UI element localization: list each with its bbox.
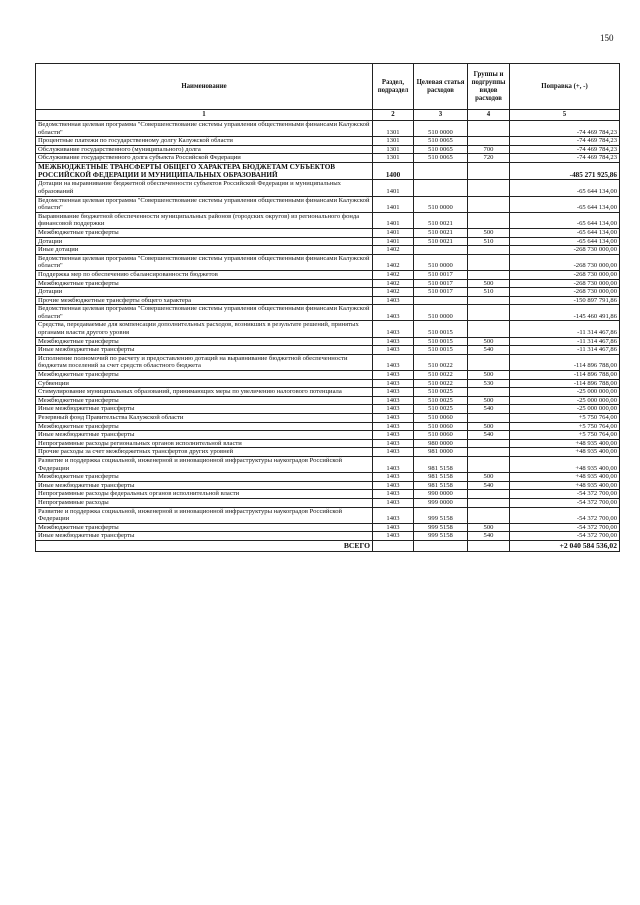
row-target: 510 0060: [414, 414, 468, 423]
row-amount: +5 750 764,00: [510, 422, 620, 431]
table-header-row: [36, 64, 620, 110]
row-section: 1403: [373, 507, 414, 523]
row-group: [468, 354, 510, 370]
table-row: [36, 371, 620, 380]
table-body: [36, 121, 620, 541]
row-target: [414, 180, 468, 196]
row-target: 510 0021: [414, 237, 468, 246]
row-amount: +5 750 764,00: [510, 431, 620, 440]
row-amount: -65 644 134,00: [510, 228, 620, 237]
row-amount: -54 372 700,00: [510, 490, 620, 499]
row-group: 500: [468, 228, 510, 237]
row-target: [414, 296, 468, 305]
row-section: 1301: [373, 137, 414, 146]
col-number: 4: [468, 110, 510, 121]
table-row: [36, 523, 620, 532]
col-number: 3: [414, 110, 468, 121]
row-target: 510 0065: [414, 137, 468, 146]
row-amount: +48 935 400,00: [510, 439, 620, 448]
row-amount: -25 000 000,00: [510, 396, 620, 405]
row-target: 990 0000: [414, 490, 468, 499]
row-amount: +48 935 400,00: [510, 473, 620, 482]
row-group: [468, 196, 510, 212]
row-amount: -485 271 925,86: [510, 162, 620, 179]
row-name: Ведомственная целевая программа "Совершенствование системы управления общественными финансами Калужской области": [36, 196, 373, 212]
row-section: 1402: [373, 254, 414, 270]
row-group: 720: [468, 154, 510, 163]
row-target: 510 0015: [414, 337, 468, 346]
row-target: 510 0017: [414, 288, 468, 297]
row-target: 510 0060: [414, 431, 468, 440]
row-section: 1301: [373, 145, 414, 154]
table-row: [36, 321, 620, 337]
row-amount: -54 372 700,00: [510, 498, 620, 507]
row-name: Межбюджетные трансферты: [36, 371, 373, 380]
table-row: [36, 279, 620, 288]
table-row: [36, 162, 620, 179]
table-row: [36, 473, 620, 482]
table-row: [36, 288, 620, 297]
row-group: [468, 507, 510, 523]
row-group: 530: [468, 379, 510, 388]
row-target: 999 0000: [414, 498, 468, 507]
row-section: 1403: [373, 532, 414, 541]
table-row: [36, 246, 620, 255]
row-name: Межбюджетные трансферты: [36, 337, 373, 346]
table-row: [36, 137, 620, 146]
row-target: 999 5158: [414, 523, 468, 532]
row-name: Межбюджетные трансферты: [36, 422, 373, 431]
row-target: 510 0000: [414, 254, 468, 270]
table-row: [36, 337, 620, 346]
table-row: [36, 448, 620, 457]
row-section: 1401: [373, 228, 414, 237]
row-group: [468, 180, 510, 196]
row-name: Дотации: [36, 237, 373, 246]
row-amount: -74 469 784,23: [510, 145, 620, 154]
row-section: 1403: [373, 305, 414, 321]
row-group: [468, 388, 510, 397]
row-amount: -114 896 788,00: [510, 371, 620, 380]
row-group: 540: [468, 405, 510, 414]
table-row: [36, 354, 620, 370]
table-row: [36, 481, 620, 490]
row-section: 1301: [373, 121, 414, 137]
row-section: 1401: [373, 212, 414, 228]
row-section: 1403: [373, 523, 414, 532]
row-amount: -11 314 467,86: [510, 337, 620, 346]
header-name: Наименование: [36, 64, 373, 110]
header-target: Целевая статья расходов: [414, 64, 468, 110]
row-name: Межбюджетные трансферты: [36, 279, 373, 288]
row-group: 540: [468, 431, 510, 440]
row-amount: -54 372 700,00: [510, 532, 620, 541]
row-name: Иные межбюджетные трансферты: [36, 346, 373, 355]
row-target: [414, 162, 468, 179]
row-group: [468, 490, 510, 499]
row-section: 1403: [373, 337, 414, 346]
row-name: Межбюджетные трансферты: [36, 523, 373, 532]
row-section: 1403: [373, 414, 414, 423]
row-target: 981 0000: [414, 448, 468, 457]
row-section: 1400: [373, 162, 414, 179]
row-amount: -11 314 467,86: [510, 346, 620, 355]
row-group: [468, 414, 510, 423]
row-target: 510 0000: [414, 121, 468, 137]
budget-amendment-table: [35, 63, 620, 552]
header-groups: Группы и подгруппы видов расходов: [468, 64, 510, 110]
row-name: Прочие расходы за счет межбюджетных трансфертов других уровней: [36, 448, 373, 457]
row-name: Развитие и поддержка социальной, инженерной и инновационной инфраструктуры наукоградов Российской Федерации: [36, 507, 373, 523]
row-name: Обслуживание государственного (муниципального) долга: [36, 145, 373, 154]
row-name: Выравнивание бюджетной обеспеченности муниципальных районов (городских округов) из регионального фонда финансовой поддержки: [36, 212, 373, 228]
row-name: Средства, передаваемые для компенсации дополнительных расходов, возникших в результате решений, принятых органами власти другого уровня: [36, 321, 373, 337]
row-amount: -65 644 134,00: [510, 196, 620, 212]
table-row: [36, 498, 620, 507]
row-amount: -268 730 000,00: [510, 288, 620, 297]
row-amount: -54 372 700,00: [510, 523, 620, 532]
row-section: 1403: [373, 473, 414, 482]
row-target: 510 0015: [414, 346, 468, 355]
row-name: Процентные платежи по государственному долгу Калужской области: [36, 137, 373, 146]
row-target: 510 0022: [414, 379, 468, 388]
row-section: 1401: [373, 196, 414, 212]
row-group: 510: [468, 237, 510, 246]
row-section: 1402: [373, 288, 414, 297]
table-row: [36, 228, 620, 237]
row-section: 1403: [373, 456, 414, 472]
row-name: Ведомственная целевая программа "Совершенствование системы управления общественными финансами Калужской области": [36, 305, 373, 321]
row-name: Межбюджетные трансферты: [36, 473, 373, 482]
row-name: Дотации на выравнивание бюджетной обеспеченности субъектов Российской Федерации и муниципальных образований: [36, 180, 373, 196]
row-target: 510 0021: [414, 228, 468, 237]
row-group: 500: [468, 422, 510, 431]
table-row: [36, 456, 620, 472]
row-section: 1403: [373, 405, 414, 414]
row-group: 500: [468, 371, 510, 380]
row-name: Межбюджетные трансферты: [36, 228, 373, 237]
row-amount: -145 460 491,86: [510, 305, 620, 321]
table-row: [36, 145, 620, 154]
total-amount: +2 040 584 536,02: [510, 540, 620, 551]
total-row: [36, 540, 620, 551]
row-amount: -65 644 134,00: [510, 180, 620, 196]
table-row: [36, 396, 620, 405]
row-amount: -268 730 000,00: [510, 270, 620, 279]
row-target: 510 0015: [414, 321, 468, 337]
table-row: [36, 346, 620, 355]
row-section: 1401: [373, 180, 414, 196]
row-group: [468, 498, 510, 507]
row-name: Ведомственная целевая программа "Совершенствование системы управления общественными финансами Калужской области": [36, 121, 373, 137]
row-name: Ведомственная целевая программа "Совершенствование системы управления общественными финансами Калужской области": [36, 254, 373, 270]
row-name: Иные межбюджетные трансферты: [36, 405, 373, 414]
total-empty-cell: [468, 540, 510, 551]
table-row: [36, 196, 620, 212]
table-row: [36, 422, 620, 431]
col-number: 2: [373, 110, 414, 121]
row-target: 510 0017: [414, 279, 468, 288]
row-target: 510 0022: [414, 371, 468, 380]
row-target: 980 0000: [414, 439, 468, 448]
row-group: [468, 439, 510, 448]
table-row: [36, 254, 620, 270]
row-amount: -150 897 791,86: [510, 296, 620, 305]
total-empty-cell: [373, 540, 414, 551]
row-section: 1403: [373, 388, 414, 397]
row-target: 999 5158: [414, 532, 468, 541]
row-group: [468, 448, 510, 457]
row-name: Иные межбюджетные трансферты: [36, 481, 373, 490]
row-target: 510 0000: [414, 305, 468, 321]
row-group: 510: [468, 288, 510, 297]
row-group: 540: [468, 532, 510, 541]
row-group: [468, 321, 510, 337]
row-name: Иные дотации: [36, 246, 373, 255]
table-row: [36, 154, 620, 163]
row-name: Межбюджетные трансферты: [36, 396, 373, 405]
row-section: 1403: [373, 481, 414, 490]
row-group: 700: [468, 145, 510, 154]
table-row: [36, 490, 620, 499]
row-group: [468, 246, 510, 255]
row-name: Развитие и поддержка социальной, инженерной и инновационной инфраструктуры наукоградов Российской Федерации: [36, 456, 373, 472]
row-amount: -65 644 134,00: [510, 212, 620, 228]
row-name: Субвенции: [36, 379, 373, 388]
row-amount: -114 896 788,00: [510, 354, 620, 370]
row-amount: -11 314 467,86: [510, 321, 620, 337]
row-name: Резервный фонд Правительства Калужской области: [36, 414, 373, 423]
row-name: МЕЖБЮДЖЕТНЫЕ ТРАНСФЕРТЫ ОБЩЕГО ХАРАКТЕРА БЮДЖЕТАМ СУБЪЕКТОВ РОССИЙСКОЙ ФЕДЕРАЦИИ И МУНИЦИПАЛЬНЫХ ОБРАЗОВАНИЙ: [36, 162, 373, 179]
total-label: ВСЕГО: [36, 540, 373, 551]
header-section: Раздел, подраздел: [373, 64, 414, 110]
row-name: Дотации: [36, 288, 373, 297]
row-amount: -74 469 784,23: [510, 137, 620, 146]
row-section: 1403: [373, 296, 414, 305]
row-group: [468, 212, 510, 228]
row-name: Иные межбюджетные трансферты: [36, 431, 373, 440]
row-target: 510 0025: [414, 405, 468, 414]
row-group: [468, 296, 510, 305]
row-group: 500: [468, 396, 510, 405]
row-section: 1403: [373, 371, 414, 380]
table-row: [36, 212, 620, 228]
table-row: [36, 180, 620, 196]
header-amendment: Поправка (+, -): [510, 64, 620, 110]
row-amount: -25 000 000,00: [510, 388, 620, 397]
row-name: Непрограммные расходы федеральных органов исполнительной власти: [36, 490, 373, 499]
row-target: 510 0065: [414, 154, 468, 163]
row-group: 500: [468, 279, 510, 288]
row-target: 510 0000: [414, 196, 468, 212]
row-section: 1401: [373, 237, 414, 246]
table-row: [36, 270, 620, 279]
row-amount: -74 469 784,23: [510, 154, 620, 163]
table-row: [36, 121, 620, 137]
row-amount: -74 469 784,23: [510, 121, 620, 137]
row-name: Поддержка мер по обеспечению сбалансированности бюджетов: [36, 270, 373, 279]
row-group: 500: [468, 473, 510, 482]
row-group: [468, 254, 510, 270]
row-amount: -54 372 700,00: [510, 507, 620, 523]
row-name: Обслуживание государственного долга субъекта Российской Федерации: [36, 154, 373, 163]
row-target: 510 0060: [414, 422, 468, 431]
row-section: 1402: [373, 246, 414, 255]
row-section: 1402: [373, 279, 414, 288]
row-section: 1403: [373, 346, 414, 355]
row-amount: -268 730 000,00: [510, 246, 620, 255]
row-amount: -25 000 000,00: [510, 405, 620, 414]
row-section: 1403: [373, 422, 414, 431]
row-name: Стимулирование муниципальных образований, принимающих меры по увеличению налогового потенциала: [36, 388, 373, 397]
table-row: [36, 414, 620, 423]
row-amount: +48 935 400,00: [510, 456, 620, 472]
table-row: [36, 237, 620, 246]
row-group: [468, 305, 510, 321]
row-section: 1403: [373, 396, 414, 405]
table-row: [36, 431, 620, 440]
row-group: [468, 121, 510, 137]
row-name: Иные межбюджетные трансферты: [36, 532, 373, 541]
row-amount: -268 730 000,00: [510, 254, 620, 270]
table-row: [36, 305, 620, 321]
row-section: 1403: [373, 379, 414, 388]
row-section: 1403: [373, 448, 414, 457]
table-row: [36, 532, 620, 541]
row-section: 1403: [373, 321, 414, 337]
row-target: 981 5158: [414, 473, 468, 482]
row-target: 510 0065: [414, 145, 468, 154]
row-group: 500: [468, 523, 510, 532]
table-row: [36, 379, 620, 388]
row-name: Непрограммные расходы региональных органов исполнительной власти: [36, 439, 373, 448]
col-number: 1: [36, 110, 373, 121]
row-section: 1403: [373, 439, 414, 448]
row-group: [468, 137, 510, 146]
row-amount: -114 896 788,00: [510, 379, 620, 388]
table-row: [36, 439, 620, 448]
row-section: 1403: [373, 354, 414, 370]
total-empty-cell: [414, 540, 468, 551]
row-group: [468, 456, 510, 472]
row-group: [468, 162, 510, 179]
row-target: 510 0025: [414, 396, 468, 405]
row-section: 1403: [373, 490, 414, 499]
row-section: 1403: [373, 498, 414, 507]
row-group: 540: [468, 481, 510, 490]
row-group: [468, 270, 510, 279]
row-amount: +48 935 400,00: [510, 448, 620, 457]
row-section: 1403: [373, 431, 414, 440]
table-row: [36, 507, 620, 523]
row-amount: +48 935 400,00: [510, 481, 620, 490]
row-target: 999 5158: [414, 507, 468, 523]
row-group: 500: [468, 337, 510, 346]
row-target: 510 0025: [414, 388, 468, 397]
column-number-row: [36, 110, 620, 121]
row-target: 510 0017: [414, 270, 468, 279]
row-name: Исполнение полномочий по расчету и предоставлению дотаций на выравнивание бюджетной обеспеченности бюджетам поселений за счет средств областного бюджета: [36, 354, 373, 370]
row-amount: +5 750 764,00: [510, 414, 620, 423]
page-number: 150: [600, 33, 614, 43]
row-section: 1301: [373, 154, 414, 163]
row-group: 540: [468, 346, 510, 355]
row-name: Прочие межбюджетные трансферты общего характера: [36, 296, 373, 305]
table-row: [36, 388, 620, 397]
table-row: [36, 296, 620, 305]
row-amount: -268 730 000,00: [510, 279, 620, 288]
row-amount: -65 644 134,00: [510, 237, 620, 246]
row-target: 510 0022: [414, 354, 468, 370]
row-target: [414, 246, 468, 255]
col-number: 5: [510, 110, 620, 121]
table-row: [36, 405, 620, 414]
row-name: Непрограммные расходы: [36, 498, 373, 507]
row-target: 981 5158: [414, 481, 468, 490]
row-target: 510 0021: [414, 212, 468, 228]
row-section: 1402: [373, 270, 414, 279]
row-target: 981 5158: [414, 456, 468, 472]
